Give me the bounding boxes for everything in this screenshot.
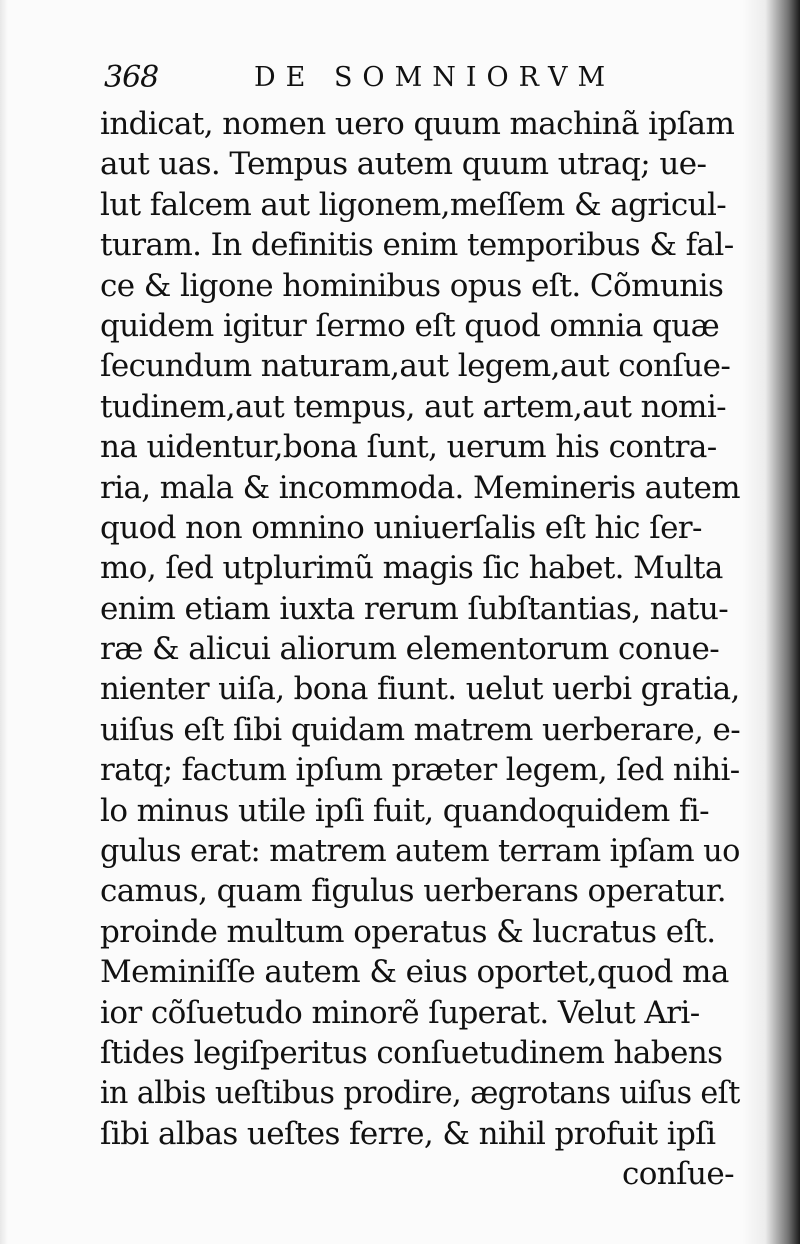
text-line: ſecundum naturam,aut legem,aut conſue-: [100, 348, 731, 385]
text-line: indicat, nomen uero quum machinã ipſam: [100, 106, 735, 142]
text-line: ria, mala & incommoda. Memineris autem: [100, 469, 741, 506]
running-head: [104, 56, 664, 96]
text-line: uiſus eſt ſibi quidam matrem uerberare, e-: [100, 711, 741, 748]
text-line: ſtides legiſperitus conſuetudinem habens: [100, 1034, 723, 1071]
text-line: ce & ligone hominibus opus eſt. Cõmunis: [100, 267, 724, 304]
page-edge-shadow: [0, 0, 8, 1244]
text-line: quod non omnino uniuerſalis eſt hic ſer-: [100, 509, 702, 546]
body-text: [100, 104, 740, 1195]
text-line: turam. In definitis enim temporibus & fal-: [100, 227, 734, 264]
running-title: DE SOMNIORVM: [254, 62, 616, 93]
text-line: na uidentur,bona ſunt, uerum his contra-: [100, 429, 717, 466]
text-line: Meminiſſe autem & eius oportet,quod ma: [100, 954, 729, 991]
catchword: conſue-: [621, 1156, 734, 1193]
binding-gutter-shadow: [742, 0, 800, 1244]
text-line: camus, quam figulus uerberans operatur.: [100, 873, 726, 910]
text-line: nienter uiſa, bona fiunt. uelut uerbi gratia,: [100, 671, 740, 708]
text-line: enim etiam iuxta rerum ſubſtantias, natu-: [100, 590, 729, 627]
text-line: ior cõſuetudo minorẽ ſuperat. Velut Ari-: [100, 994, 700, 1031]
text-line: ræ & alicui aliorum elementorum conue-: [100, 631, 720, 668]
text-line: mo, ſed utplurimũ magis ſic habet. Multa: [100, 550, 723, 587]
text-line: ſibi albas ueſtes ferre, & nihil profuit ipſi: [100, 1115, 716, 1152]
text-line: gulus erat: matrem autem terram ipſam uo: [100, 833, 740, 870]
text-line: aut uas. Tempus autem quum utraq; ue-: [100, 146, 707, 183]
text-line: in albis ueſtibus prodire, ægrotans uiſus eſt: [100, 1075, 740, 1112]
text-line: lo minus utile ipſi fuit, quandoquidem fi-: [100, 792, 709, 829]
text-line: ratq; factum ipſum præter legem, ſed nihi-: [100, 752, 740, 789]
text-line: lut falcem aut ligonem,meſſem & agricul-: [100, 186, 727, 223]
page-number: 368: [104, 60, 159, 95]
text-line: proinde multum operatus & lucratus eſt.: [100, 913, 716, 950]
text-line: quidem igitur ſermo eſt quod omnia quæ: [100, 307, 720, 344]
text-line: tudinem,aut tempus, aut artem,aut nomi-: [100, 388, 727, 425]
